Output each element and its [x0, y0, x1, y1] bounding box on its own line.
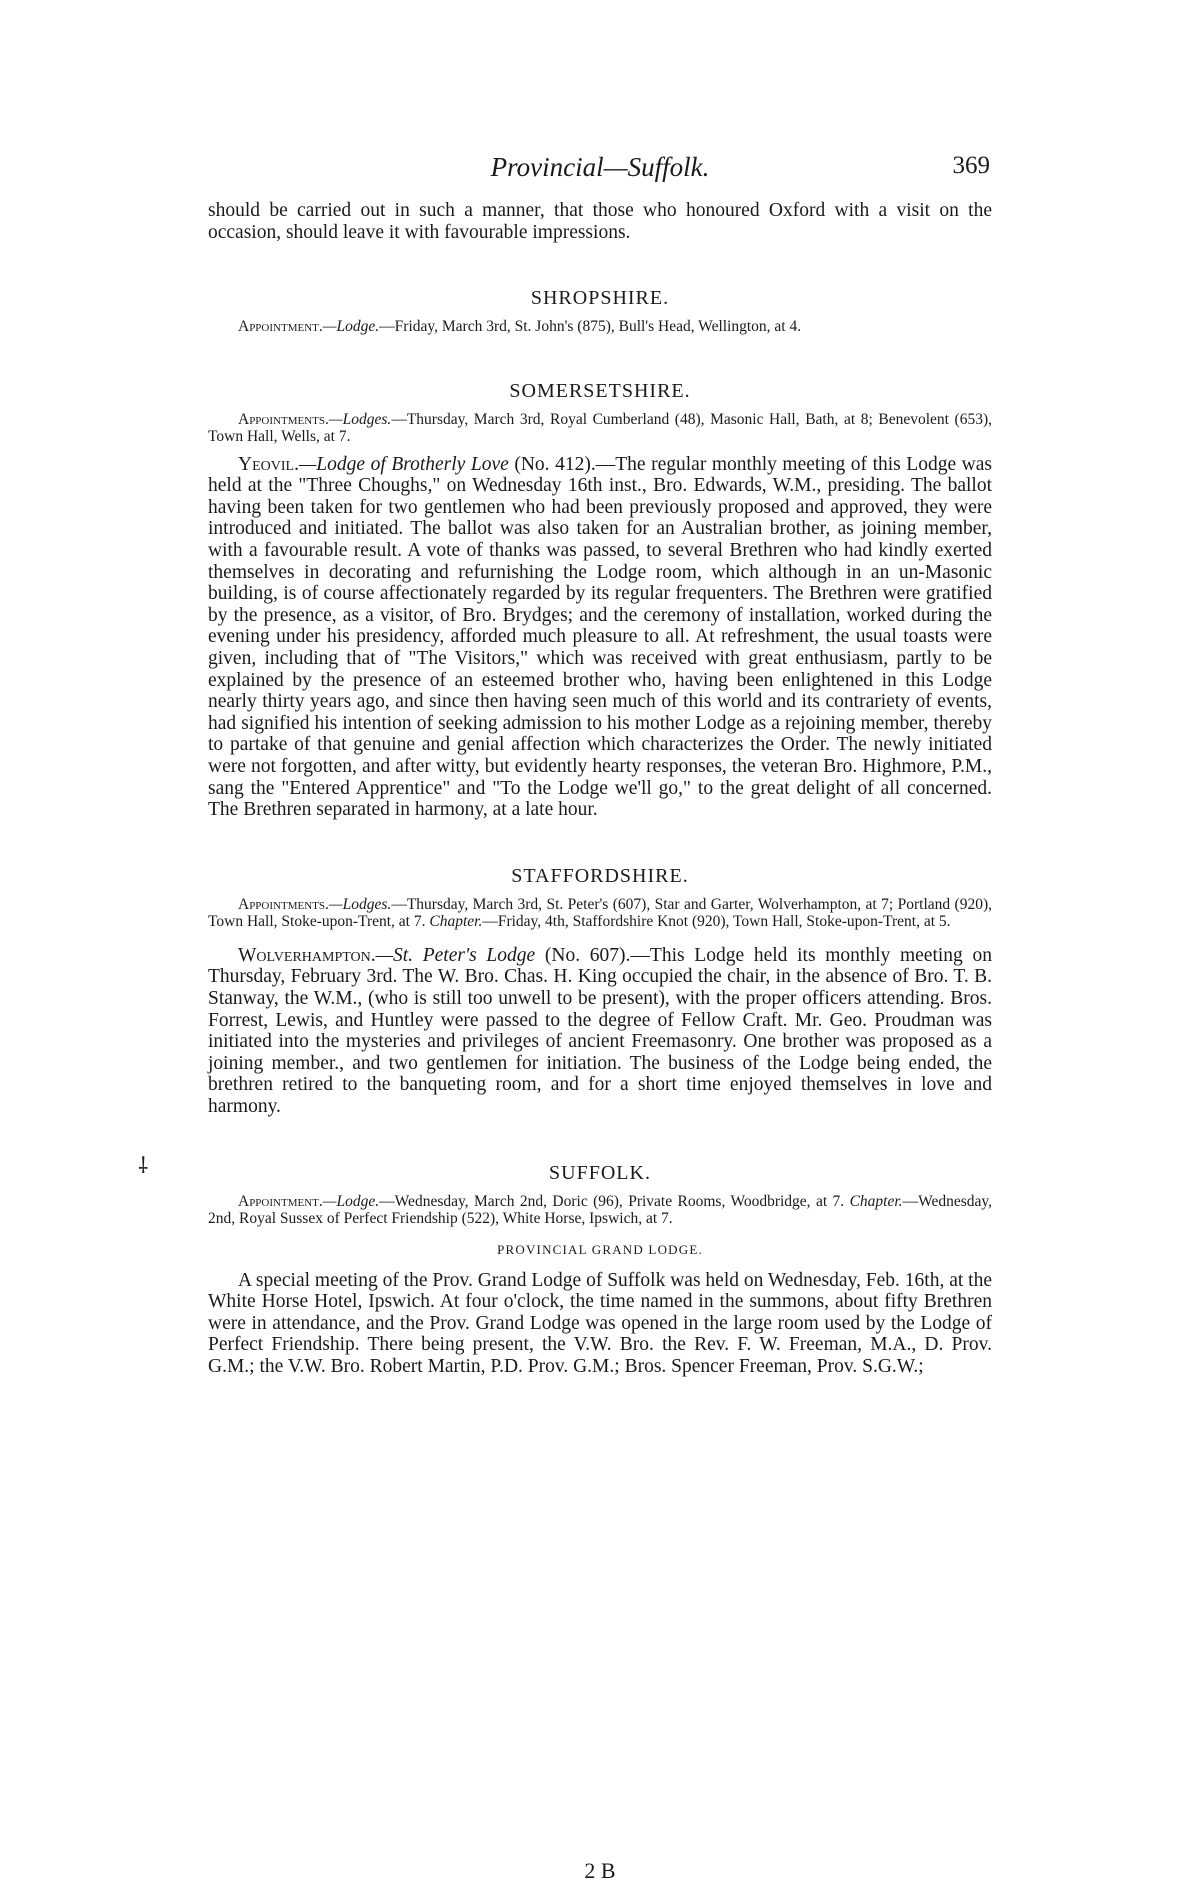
suffolk-appointments: Appointment.—Lodge.—Wednesday, March 2nd, Doric (96), Private Rooms, Woodbridge, at 7. Chapter.—Wednesday, 2nd, Royal Sussex of Perfect Friendship (522), White Horse, Ipswich, at 7. — [208, 1192, 992, 1228]
margin-mark-icon: ⸸ — [138, 1154, 149, 1179]
subheading-provincial-grand-lodge: PROVINCIAL GRAND LODGE. — [497, 1241, 703, 1257]
intro-paragraph: should be carried out in such a manner, that those who honoured Oxford with a visit on the occasion, should leave it with favourable impressions. — [208, 200, 992, 243]
section-heading-staffordshire: STAFFORDSHIRE. — [511, 864, 689, 887]
shropshire-appointments: Appointment.—Lodge.—Friday, March 3rd, St. John's (875), Bull's Head, Wellington, at 4. — [238, 318, 802, 336]
signature-mark: 2 B — [584, 1858, 616, 1883]
page-number: 369 — [952, 152, 990, 179]
section-heading-somersetshire: SOMERSETSHIRE. — [509, 379, 691, 402]
staffordshire-appointments: Appointments.—Lodges.—Thursday, March 3rd, St. Peter's (607), Star and Garter, Wolverhampton, at 7; Portland (920), Town Hall, Stoke-upon-Trent, at 7. Chapter.—Friday, 4th, Staffordshire Knot (920), Town Hall, Stoke-upon-Trent, at 5. — [208, 895, 992, 931]
somersetshire-report: Yeovil.—Lodge of Brotherly Love (No. 412).—The regular monthly meeting of this Lodge was held at the "Three Choughs," on Wednesday 16th inst., Bro. Edwards, W.M., presiding. The ballot having been taken for two gentlemen who had been previously proposed and approved, they were introduced and initiated. The ballot was also taken for an Australian brother, as joining member, with a favourable result. A vote of thanks was passed, to several Brethren who had kindly exerted themselves in decorating and refurnishing the Lodge room, which although in an un-Masonic building, is of course affectionately regarded by its regular frequenters. The Brethren were gratified by the presence, as a visitor, of Bro. Brydges; and the ceremony of installation, worked during the evening under his presidency, afforded much pleasure to all. At refreshment, the usual toasts were given, including that of "The Visitors," which was received with great enthusiasm, partly to be explained by the presence of an esteemed brother who, having been enlightened in this Lodge nearly thirty years ago, and since then having seen much of this world and its contrariety of events, had signified his intention of seeking admission to his mother Lodge as a rejoining member, thereby to partake of that genuine and genial affection which characterizes the Order. The newly initiated were not forgotten, and after witty, but evidently hearty responses, the veteran Bro. Highmore, P.M., sang the "Entered Apprentice" and "To the Lodge we'll go," to the great delight of all concerned. The Brethren separated in harmony, at a late hour. — [208, 453, 993, 821]
section-heading-shropshire: SHROPSHIRE. — [530, 287, 670, 310]
running-title: Provincial—Suffolk. — [490, 152, 710, 182]
suffolk-report: A special meeting of the Prov. Grand Lodge of Suffolk was held on Wednesday, Feb. 16th, at the White Horse Hotel, Ipswich. At four o'clock, the time named in the summons, about fifty Brethren were in attendance, and the Prov. Grand Lodge was opened in the large room used by the Lodge of Perfect Friendship. There being present, the V.W. Bro. the Rev. F. W. Freeman, M.A., D. Prov. G.M.; the V.W. Bro. Robert Martin, P.D. Prov. G.M.; Bros. Spencer Freeman, Prov. S.G.W.; — [208, 1269, 992, 1377]
somersetshire-appointments: Appointments.—Lodges.—Thursday, March 3rd, Royal Cumberland (48), Masonic Hall, Bath, at 8; Benevolent (653), Town Hall, Wells, at 7. — [208, 410, 992, 446]
running-header — [210, 152, 990, 192]
section-heading-suffolk: SUFFOLK. — [549, 1161, 651, 1184]
staffordshire-report: Wolverhampton.—St. Peter's Lodge (No. 607).—This Lodge held its monthly meeting on Thursday, February 3rd. The W. Bro. Chas. H. King occupied the chair, in the absence of Bro. T. B. Stanway, the W.M., (who is still too unwell to be present), with the proper officers attending. Bros. Forrest, Lewis, and Huntley were passed to the degree of Fellow Craft. Mr. Geo. Proudman was initiated into the mysteries and privileges of ancient Freemasonry. One brother was proposed as a joining member., and two gentlemen for initiation. The business of the Lodge being ended, the brethren retired to the banqueting room, and for a short time enjoyed themselves in love and harmony. — [208, 944, 992, 1117]
document-body — [208, 200, 992, 1378]
